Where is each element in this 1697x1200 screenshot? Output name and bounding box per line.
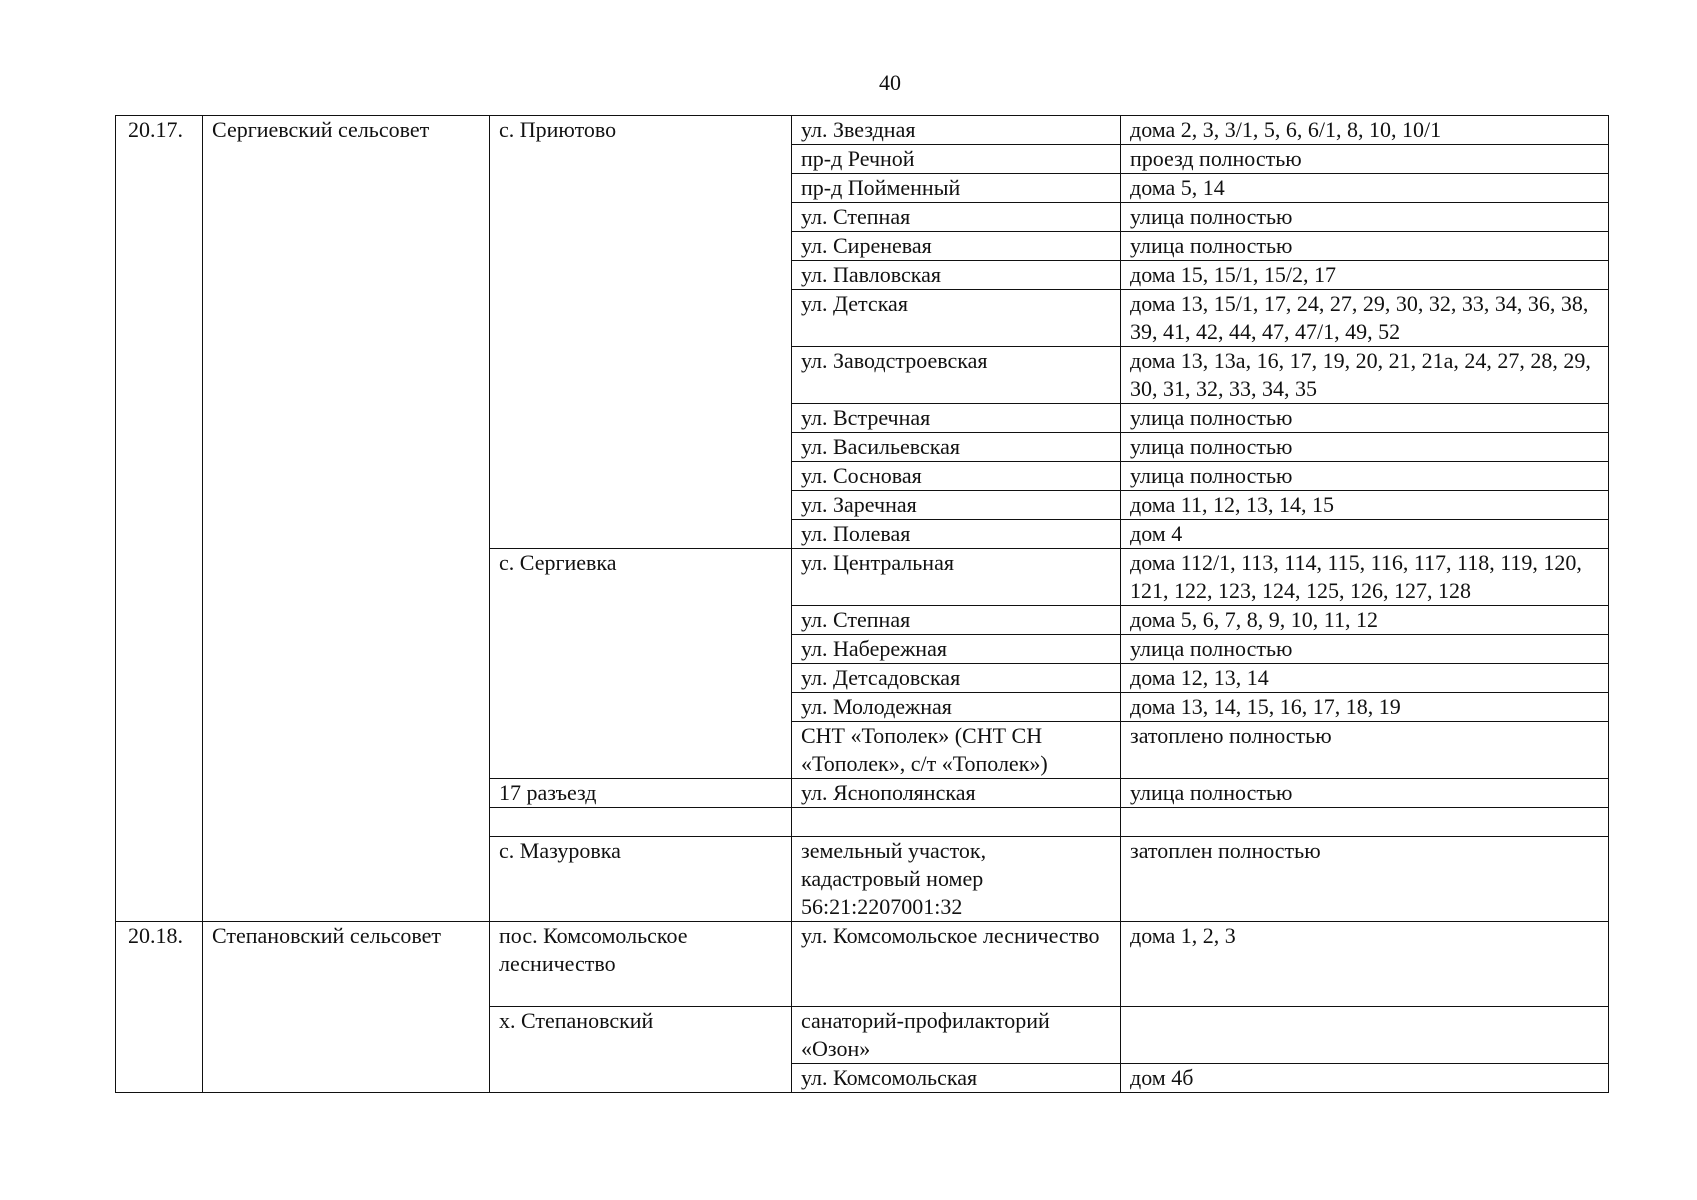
houses-cell: дома 5, 6, 7, 8, 9, 10, 11, 12 [1121, 606, 1609, 635]
street-name: ул. Заречная [792, 491, 1121, 520]
street-name: ул. Центральная [792, 549, 1121, 606]
houses-cell: проезд полностью [1121, 145, 1609, 174]
houses-cell: улица полностью [1121, 232, 1609, 261]
houses-cell: дома 13, 13а, 16, 17, 19, 20, 21, 21а, 24, 27, 28, 29, 30, 31, 32, 33, 34, 35 [1121, 347, 1609, 404]
street-name: санаторий-профилакторий «Озон» [792, 1007, 1121, 1064]
street-name: ул. Сиреневая [792, 232, 1121, 261]
houses-cell: улица полностью [1121, 203, 1609, 232]
houses-cell: улица полностью [1121, 404, 1609, 433]
street-name: ул. Яснополянская [792, 779, 1121, 808]
row-number: 20.17. [116, 116, 203, 922]
street-name: ул. Степная [792, 203, 1121, 232]
street-name: ул. Детская [792, 290, 1121, 347]
settlement-name: с. Приютово [490, 116, 792, 549]
street-name: ул. Полевая [792, 520, 1121, 549]
houses-cell: дома 5, 14 [1121, 174, 1609, 203]
street-name: ул. Павловская [792, 261, 1121, 290]
street-name: ул. Набережная [792, 635, 1121, 664]
houses-cell: дома 1, 2, 3 [1121, 922, 1609, 1007]
street-name [792, 808, 1121, 837]
territory-table [115, 115, 1609, 1093]
street-name: ул. Васильевская [792, 433, 1121, 462]
street-name: ул. Сосновая [792, 462, 1121, 491]
row-number: 20.18. [116, 922, 203, 1093]
houses-cell: улица полностью [1121, 462, 1609, 491]
street-name: пр-д Речной [792, 145, 1121, 174]
council-name: Степановский сельсовет [203, 922, 490, 1093]
houses-cell: дом 4 [1121, 520, 1609, 549]
street-name: ул. Детсадовская [792, 664, 1121, 693]
table-row [116, 116, 1609, 145]
street-name: ул. Комсомольское лесничество [792, 922, 1121, 1007]
settlement-name: 17 разъезд [490, 779, 792, 808]
houses-cell: улица полностью [1121, 635, 1609, 664]
street-name: ул. Степная [792, 606, 1121, 635]
houses-cell: дома 12, 13, 14 [1121, 664, 1609, 693]
street-name: пр-д Пойменный [792, 174, 1121, 203]
settlement-name: пос. Комсомольское лесничество [490, 922, 792, 1007]
street-name: ул. Комсомольская [792, 1064, 1121, 1093]
settlement-name [490, 808, 792, 837]
street-name: земельный участок, кадастровый номер 56:21:2207001:32 [792, 837, 1121, 922]
houses-cell: дом 4б [1121, 1064, 1609, 1093]
houses-cell: дома 13, 15/1, 17, 24, 27, 29, 30, 32, 33, 34, 36, 38, 39, 41, 42, 44, 47, 47/1, 49, 52 [1121, 290, 1609, 347]
council-name: Сергиевский сельсовет [203, 116, 490, 922]
houses-cell: дома 11, 12, 13, 14, 15 [1121, 491, 1609, 520]
table-row [116, 922, 1609, 1007]
street-name: ул. Встречная [792, 404, 1121, 433]
settlement-name: с. Мазуровка [490, 837, 792, 922]
settlement-name: с. Сергиевка [490, 549, 792, 779]
street-name: ул. Молодежная [792, 693, 1121, 722]
street-name: СНТ «Тополек» (СНТ СН «Тополек», с/т «Тополек») [792, 722, 1121, 779]
houses-cell: дома 112/1, 113, 114, 115, 116, 117, 118, 119, 120, 121, 122, 123, 124, 125, 126, 127, 128 [1121, 549, 1609, 606]
houses-cell: дома 2, 3, 3/1, 5, 6, 6/1, 8, 10, 10/1 [1121, 116, 1609, 145]
street-name: ул. Звездная [792, 116, 1121, 145]
houses-cell: дома 13, 14, 15, 16, 17, 18, 19 [1121, 693, 1609, 722]
houses-cell [1121, 1007, 1609, 1064]
houses-cell: дома 15, 15/1, 15/2, 17 [1121, 261, 1609, 290]
houses-cell: улица полностью [1121, 779, 1609, 808]
houses-cell [1121, 808, 1609, 837]
settlement-name: х. Степановский [490, 1007, 792, 1093]
houses-cell: улица полностью [1121, 433, 1609, 462]
street-name: ул. Заводстроевская [792, 347, 1121, 404]
houses-cell: затоплен полностью [1121, 837, 1609, 922]
houses-cell: затоплено полностью [1121, 722, 1609, 779]
page-number: 40 [879, 70, 901, 95]
